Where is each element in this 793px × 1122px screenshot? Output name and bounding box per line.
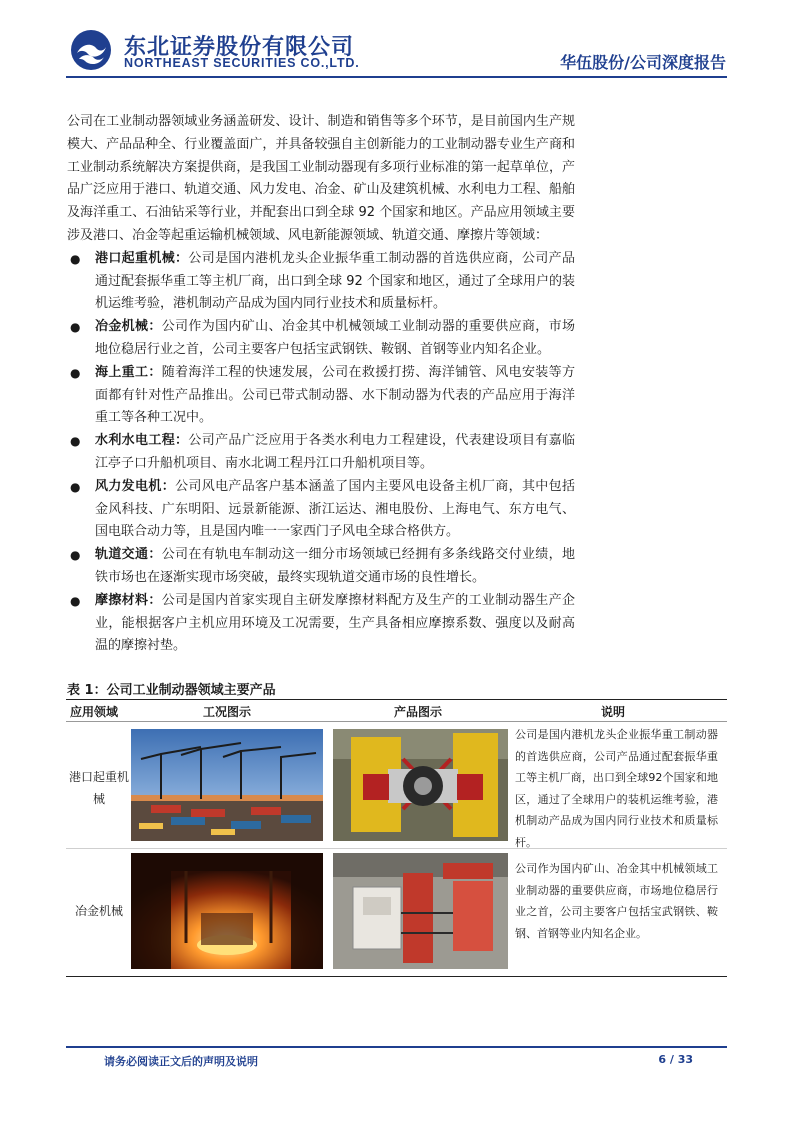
list-item (67, 476, 575, 544)
bullet-icon: ● (70, 548, 81, 563)
list-item-text: 公司是国内港机龙头企业振华重工制动器的首选供应商，公司产品通过配套振华重工等主机厂商，出口到全球 92 个国家和地区，通过了全球用户的装机运维考验，港机制动产品成为国内同行业技术和质量标杆。 (95, 250, 575, 312)
company-logo-icon (70, 29, 112, 71)
table-header-rule (66, 721, 727, 722)
list-item-title: 轨道交通： (95, 547, 162, 563)
header-divider (66, 76, 727, 78)
list-item-text: 随着海洋工程的快速发展，公司在救援打捞、海洋铺管、风电安装等方面都有针对性产品推出。公司已带式制动器、水下制动器为代表的产品应用于海洋重工等各种工况中。 (95, 364, 575, 426)
list-item (67, 248, 575, 316)
list-item-title: 港口起重机械： (95, 250, 189, 266)
page-header (0, 0, 793, 80)
company-name-cn: 东北证券股份有限公司 (124, 35, 355, 60)
list-item-title: 冶金机械： (95, 319, 162, 335)
list-item-title: 水利水电工程： (95, 433, 189, 449)
bullet-icon: ● (70, 320, 81, 335)
page-number: 6 / 33 (658, 1053, 693, 1066)
list-item-text: 公司作为国内矿山、冶金其中机械领域工业制动器的重要供应商，市场地位稳居行业之首，公司主要客户包括宝武钢铁、鞍钢、首钢等业内知名企业。 (95, 319, 575, 357)
list-item-title: 摩擦材料： (95, 592, 162, 608)
list-item-text: 公司风电产品客户基本涵盖了国内主要风电设备主机厂商，其中包括金风科技、广东明阳、远景新能源、浙江运达、湘电股份、上海电气、东方电气、国电联合动力等，且是国内唯一一家西门子风电全球合格供方。 (95, 478, 575, 540)
table-header-desc: 说明 (601, 705, 626, 719)
table-bottom-rule (66, 976, 727, 977)
table-cell-field: 港口起重机械 (69, 770, 130, 806)
bullet-icon: ● (70, 479, 81, 494)
list-item (67, 544, 575, 590)
bullet-icon: ● (70, 365, 81, 380)
steel-mill-photo (131, 853, 323, 969)
table-row-divider (66, 848, 727, 849)
list-item-title: 风力发电机： (95, 478, 176, 494)
footer-disclaimer: 请务必阅读正文后的声明及说明 (104, 1055, 258, 1068)
table-cell-desc: 公司作为国内矿山、冶金其中机械领域工业制动器的重要供应商，市场地位稳居行业之首，公司主要客户包括宝武钢铁、鞍钢、首钢等业内知名企业。 (515, 862, 718, 940)
table-title: 表 1：公司工业制动器领域主要产品 (67, 683, 276, 698)
list-item-title: 海上重工： (95, 364, 162, 380)
list-item (67, 362, 575, 430)
bullet-icon: ● (70, 434, 81, 449)
table-header-field: 应用领域 (70, 705, 119, 719)
list-item-text: 公司是国内首家实现自主研发摩擦材料配方及生产的工业制动器生产企业，能根据客户主机应用环境及工况需要，生产具备相应摩擦系数、强度以及耐高温的摩擦衬垫。 (95, 592, 575, 654)
list-item (67, 590, 575, 658)
report-title: 华伍股份/公司深度报告 (560, 53, 726, 72)
footer-divider (66, 1046, 727, 1048)
company-name-en: NORTHEAST SECURITIES CO.,LTD. (124, 56, 360, 70)
bullet-icon: ● (70, 593, 81, 608)
table-cell-field: 冶金机械 (74, 904, 123, 918)
list-item (67, 316, 575, 362)
port-crane-photo (131, 729, 323, 841)
table-cell-desc: 公司是国内港机龙头企业振华重工制动器的首选供应商，公司产品通过配套振华重工等主机厂商，出口到全球92个国家和地区，通过了全球用户的装机运维考验，港机制动产品成为国内同行业技术和质量标杆。 (515, 728, 718, 849)
application-list (67, 248, 575, 658)
mill-brake-product-photo (333, 853, 508, 969)
bullet-icon: ● (70, 251, 81, 266)
table-header-scene: 工况图示 (203, 705, 252, 719)
list-item-text: 公司产品广泛应用于各类水利电力工程建设，代表建设项目有嘉临江亭子口升船机项目、南水北调工程丹江口升船机项目等。 (95, 433, 575, 471)
brake-product-photo (333, 729, 508, 841)
body-section (67, 111, 575, 658)
list-item (67, 430, 575, 476)
table-header-product: 产品图示 (394, 705, 443, 719)
intro-paragraph: 公司在工业制动器领域业务涵盖研发、设计、制造和销售等多个环节，是目前国内生产规模大、产品品种全、行业覆盖面广，并具备较强自主创新能力的工业制动器专业生产商和工业制动系统解决方案提供商，是我国工业制动器现有多项行业标准的第一起草单位，产品广泛应用于港口、轨道交通、风力发电、冶金、矿山及建筑机械、水利电力工程、船舶及海洋重工、石油钻采等行业，并配套出口到全球 92 个国家和地区。产品应用领域主要涉及港口、冶金等起重运输机械领域、风电新能源领域、轨道交通、摩擦片等领域： (67, 114, 575, 243)
list-item-text: 公司在有轨电车制动这一细分市场领域已经拥有多条线路交付业绩，地铁市场也在逐渐实现市场突破，最终实现轨道交通市场的良性增长。 (95, 547, 575, 585)
table-top-rule (66, 699, 727, 700)
